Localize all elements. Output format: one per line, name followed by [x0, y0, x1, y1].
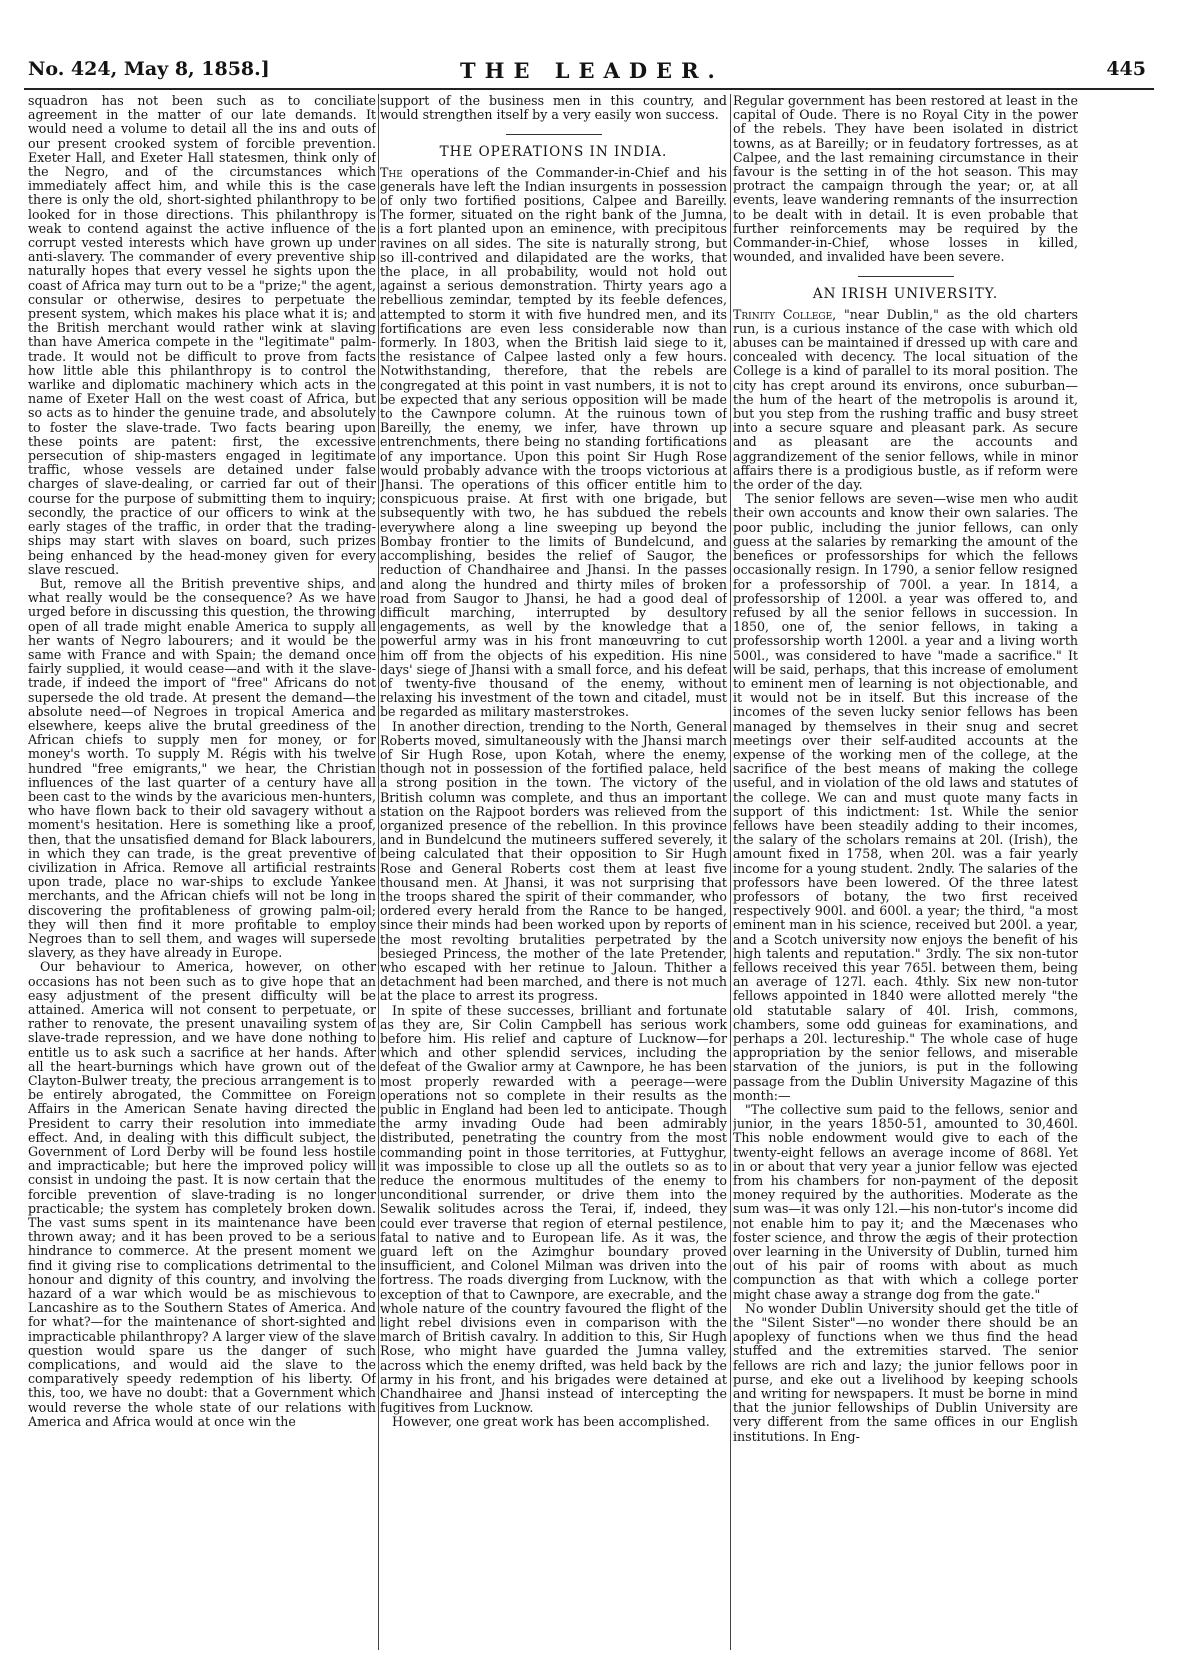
- issue-number: No. 424, May 8, 1858.]: [28, 58, 270, 80]
- paragraph: [380, 166, 727, 720]
- page-number: 445: [1106, 58, 1146, 80]
- column-1: [28, 94, 376, 1650]
- lead-in: Trinity College,: [733, 306, 837, 322]
- paragraph-text: operations of the Commander-in-Chief and his generals have left the Indian insurgents in possession of only two fortified positions, Calpee and Bareilly. The former, situated on the right bank of the Jumna, is a fort planted upon an eminence, with precipitous ravines on all sides. The site is naturally strong, but so ill-contrived and dilapidated are the works, that the place, in all probability, would not hold out against a serious demonstration. Thirty years ago a rebellious zemindar, tempted by its feeble defences, attempted to storm it with five hundred men, and its fortifications are even less considerable now than formerly. In 1803, when the British laid siege to it, the resistance of Calpee lasted only a few hours. Notwithstanding, therefore, that the rebels are congregated at this point in vast numbers, it is not to be expected that any serious opposition will be made to the Cawnpore column. At the ruinous town of Bareilly, the enemy, we infer, have thrown up entrenchments, there being no standing fortifications of any importance. Upon this point Sir Hugh Rose would probably advance with the troops victorious at Jhansi. The operations of this officer entitle him to conspicuous praise. At first with one brigade, but subsequently with two, he has subdued the rebels everywhere along a line sweeping up beyond the Bombay frontier to the limits of Bundelcund, and accomplishing, besides the relief of Saugor, the reduction of Chandhairee and Jhansi. In the passes and along the hundred and thirty miles of broken road from Saugor to Jhansi, he had a good deal of difficult marching, interrupted by desultory engagements, as well by the knowledge that a powerful army was in his front manœuvring to cut him off from the objects of his expedition. His nine days' siege of Jhansi with a small force, and his defeat of twenty-five thousand of the enemy, without relaxing his investment of the town and citadel, must be regarded as military masterstrokes.: [380, 164, 727, 720]
- paragraph: Regular government has been restored at least in the capital of Oude. There is no Royal City in the power of the rebels. They have been isolated in district towns, as at Bareilly; or in feudatory fortresses, as at Calpee, and the last remaining circumstance in their favour is the setting in of the hot season. This may protract the campaign through the year; or, at all events, leave wandering remnants of the insurrection to be dealt with in detail. It is even probable that further reinforcements may be required by the Commander-in-Chief, whose losses in killed, wounded, and invalided have been severe.: [733, 94, 1078, 265]
- paragraph: In another direction, trending to the North, General Roberts moved, simultaneously with the Jhansi march of Sir Hugh Rose, upon Kotah, where the enemy, though not in possession of the fortified palace, held a strong position in the town. The victory of the British column was complete, and thus an important station on the Rajpoot borders was relieved from the organized presence of the rebellion. In this province and in Bundelcund the mutineers suffered severely, it being calculated that their opposition to Sir Hugh Rose and General Roberts cost them at least five thousand men. At Jhansi, it was not surprising that the troops shared the spirit of their commander, who ordered every herald from the Rance to be hanged, since their minds had been worked upon by reports of the most revolting brutalities perpetrated by the besieged Princess, the mother of the late Pretender, who escaped with her retinue to Jaloun. Thither a detachment had been marched, and there is not much at the place to arrest its progress.: [380, 718, 727, 1004]
- paragraph-text: "near Dublin," as the old charters run, is a curious instance of the case with which old abuses can be maintained if dressed up with care and concealed with decency. The local situation of the College is a kind of parallel to its moral position. The city has crept around its environs, once suburban—the hum of the heart of the metropolis is around it, but you step from the rushing traffic and busy street into a secure square and pleasant park. As secure and as pleasant are the accounts and aggrandizement of the senior fellows, while in minor affairs there is a prodigious bustle, as if reform were the order of the day.: [733, 306, 1078, 493]
- paragraph: support of the business men in this country, and would strengthen itself by a very easily won success.: [380, 94, 727, 123]
- article-separator: [858, 276, 954, 277]
- article-separator: [506, 134, 602, 135]
- paragraph: Our behaviour to America, however, on other occasions has not been such as to give hope that an easy adjustment of the present difficulty will be attained. America will not consent to perpetuate, or rather to renovate, the present unavailing system of slave-trade repression, and we have done nothing to entitle us to ask such a sacrifice at her hands. After all the heart-burnings which have grown out of the Clayton-Bulwer treaty, the precious arrangement is to be entirely abrogated, the Committee on Foreign Affairs in the American Senate having directed the President to carry their resolution into immediate effect. And, in dealing with this difficult subject, the Government of Lord Derby will be found less hostile and impracticable; but here the improved policy will consist in undoing the past. It is now certain that the forcible prevention of slave-trading is no longer practicable; the system has completely broken down. The vast sums spent in its maintenance have been thrown away; and it has been proved to be a serious hindrance to commerce. At the present moment we find it giving rise to complications detrimental to the honour and dignity of this country, and involving the hazard of a war which would be as mischievous to Lancashire as to the Southern States of America. And for what?—for the maintenance of short-sighted and impracticable philanthropy? A larger view of the slave question would spare us the danger of such complications, and would aid the slave to the comparatively speedy redemption of his liberty. Of this, too, we have no doubt: that a Government which would reverse the whole state of our relations with America and Africa would at once win the: [28, 959, 376, 1429]
- paragraph: However, one great work has been accomplished.: [392, 1414, 710, 1430]
- newspaper-title: THE LEADER.: [460, 58, 724, 83]
- column-3: [733, 94, 1078, 1650]
- paragraph: squadron has not been such as to conciliate agreement in the matter of our late demands. It would need a volume to detail all the ins and outs of our present crooked system of forcible prevention. Exeter Hall, and Exeter Hall statesmen, think only of the Negro, and of the circumstances which immediately affect him, and while this is the case there is only the old, short-sighted philanthropy to be looked for in those directions. This philanthropy is weak to contend against the active influence of the corrupt vested interests which have grown up under anti-slavery. The commander of every preventive ship naturally hopes that every vessel he sights upon the coast of Africa may turn out to be a "prize;" the agent, consular or otherwise, desires to perpetuate the present system, which makes his place what it is; and the British merchant would rather wink at slaving than have America compete in the "legitimate" palm-trade. It would not be difficult to prove from facts how little able this philanthropy is to control the warlike and diplomatic machinery which acts in the name of Exeter Hall on the west coast of Africa, but so acts as to hinder the genuine trade, and absolutely to foster the slave-trade. Two facts bearing upon these points are patent: first, the excessive persecution of ship-masters engaged in legitimate traffic, whose vessels are detained under false charges of slave-dealing, or carried far out of their course for the purpose of submitting them to inquiry; secondly, the practice of our officers to wink at the early stages of the traffic, in order that the trading-ships may start with slaves on board, such prizes being enhanced by the head-money given for every slave rescued.: [28, 94, 376, 577]
- page-header: [28, 58, 1150, 88]
- column-divider: [378, 94, 379, 1650]
- header-rule: [24, 88, 1154, 90]
- article-title-india: THE OPERATIONS IN INDIA.: [439, 144, 668, 161]
- lead-in: The: [380, 164, 403, 180]
- column-2: [380, 94, 727, 1650]
- article-title-university: AN IRISH UNIVERSITY.: [812, 286, 999, 303]
- paragraph: But, remove all the British preventive ships, and what really would be the consequence? As we have urged before in discussing this question, the throwing open of all trade might enable America to supply all her wants of Negro labourers; and it would be the same with France and with Spain; the demand once fairly supplied, it would cease—and with it the slave-trade, if indeed the import of "free" Africans do not supersede the old trade. At present the demand—the absolute need—of Negroes in tropical America and elsewhere, keeps alive the brutal greediness of the African chiefs to supply men for money, or for money's worth. To supply M. Régis with his twelve hundred "free emigrants," we hear, the Christian influences of the last quarter of a century have all been cast to the winds by the avaricious men-hunters, who have flown back to their old savagery without a moment's hesitation. Here is something like a proof, then, that the unsatisfied demand for Black labourers, in which they can trade, is the great preventive of civilization in Africa. Remove all artificial restraints upon trade, place no war-ships to exclude Yankee merchants, and the African chiefs will not be long in discovering the profitableness of growing palm-oil; they will then find it more profitable to employ Negroes than to sell them, and wages will supersede slavery, as they have already in Europe.: [28, 575, 376, 961]
- quotation: "The collective sum paid to the fellows, senior and junior, in the years 1850-51, amounted to 30,460l. This noble endowment would give to each of the twenty-eight fellows an average income of 868l. Yet in or about that very year a junior fellow was ejected from his chambers for non-payment of the deposit money required by the authorities. Moderate as the sum was—it was only 12l.—his non-tutor's income did not enable him to pay it; and the Mæcenases who foster science, and throw the ægis of their protection over learning in the University of Dublin, turned him out of his pair of rooms with about as much compunction as that with which a college porter might chase away a strange dog from the gate.": [733, 1102, 1078, 1302]
- paragraph: The senior fellows are seven—wise men who audit their own accounts and know their own salaries. The poor public, including the junior fellows, can only guess at the salaries by remarking the amount of the benefices or professorships for which the fellows occasionally resign. In 1790, a senior fellow resigned for a professorship of 700l. a year. In 1814, a professorship of 1200l. a year was offered to, and refused by all the senior fellows in succession. In 1850, one of, the senior fellows, in taking a professorship worth 1200l. a year and a living worth 500l., was considered to have "made a sacrifice." It will be said, perhaps, that this increase of emolument to eminent men of learning is not objectionable, and it would not be in itself. But this increase of the incomes of the seven lucky senior fellows has been managed by themselves in their snug and secret meetings over their self-audited accounts at the expense of the working men of the college, at the sacrifice of the best means of making the college useful, and in violation of the old laws and statutes of the college. We can and must quote many facts in support of this indictment: 1st. While the senior fellows have been steadily adding to their incomes, the salary of the scholars remains at 20l. (Irish), the amount fixed in 1758, when 20l. was a fair yearly income for a young student. 2ndly. The salaries of the professors have been lowered. Of the three latest professors of botany, the two first received respectively 900l. and 600l. a year; the third, "a most eminent man in his science, received but 200l. a year, and a Scotch university now enjoys the benefit of his high talents and reputation." 3rdly. The six non-tutor fellows received this year 765l. between them, being an average of 127l. each. 4thly. Six new non-tutor fellows appointed in 1840 were allotted merely "the old statutable salary of 40l. Irish, commons, chambers, some odd guineas for examinations, and perhaps a 20l. lectureship." The whole case of huge appropriation by the senior fellows, and miserable starvation of the juniors, is put in the following passage from the Dublin University Magazine of this month:—: [733, 491, 1078, 1103]
- paragraph: In spite of these successes, brilliant and fortunate as they are, Sir Colin Campbell has serious work before him. His relief and capture of Lucknow—for which and other splendid services, including the defeat of the Gwalior army at Cawnpore, he has been most properly rewarded with a peerage—were operations not so complete in their results as the public in England had been led to anticipate. Though the army invading Oude had been admirably distributed, penetrating the country from the most commanding point in those territories, at Futtyghur, it was impossible to close up all the outlets so as to reduce the enormous multitudes of the enemy to unconditional surrender, or drive them into the Sewalik solitudes across the Terai, if, indeed, they could ever traverse that region of eternal pestilence, fatal to native and to European life. As it was, the guard left on the Azimghur boundary proved insufficient, and Colonel Milman was driven into the fortress. The roads diverging from Lucknow, with the exception of that to Cawnpore, are execrable, and the whole nature of the country favoured the flight of the light rebel divisions even in comparison with the march of British cavalry. In addition to this, Sir Hugh Rose, who might have guarded the Jumna valley, across which the enemy drifted, was held back by the army in his front, and his brigades were detained at Chandhairee and Jhansi instead of intercepting the fugitives from Lucknow.: [380, 1002, 727, 1416]
- paragraph: [733, 308, 1078, 493]
- column-divider: [730, 94, 731, 1650]
- paragraph: No wonder Dublin University should get the title of the "Silent Sister"—no wonder there should be an apoplexy of functions when we thus find the head stuffed and the extremities starved. The senior fellows are rich and lazy; the junior fellows poor in purse, and eke out a livelihood by keeping schools and writing for newspapers. It must be borne in mind that the junior fellowships of Dublin University are very different from the same offices in our English institutions. In Eng-: [733, 1300, 1078, 1444]
